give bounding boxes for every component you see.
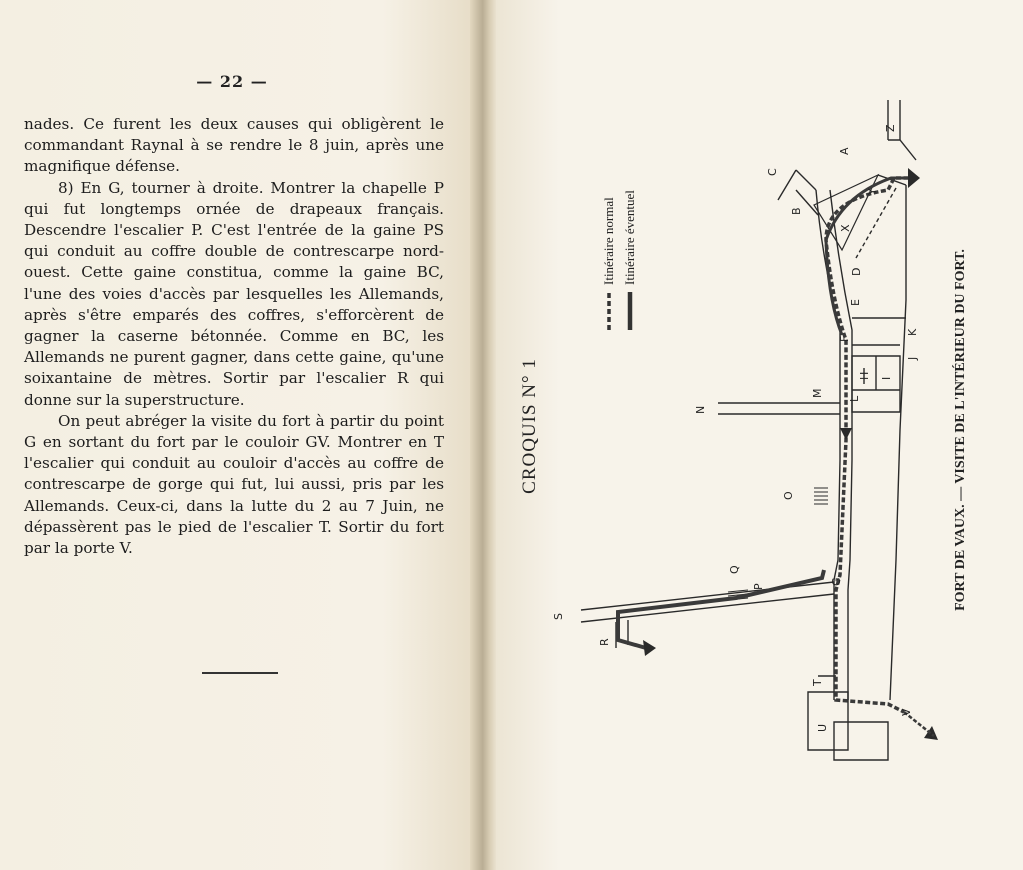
left-page bbox=[0, 0, 478, 870]
map-letter-a: A bbox=[838, 147, 851, 155]
map-letter-c: C bbox=[766, 168, 779, 176]
route-arrows bbox=[643, 168, 938, 740]
map-letter-g: G bbox=[830, 577, 843, 586]
legend bbox=[601, 190, 637, 330]
map-letter-s: S bbox=[552, 613, 565, 620]
map-letter-v: V bbox=[900, 708, 913, 716]
map-letter-p: P bbox=[752, 583, 765, 590]
arrow-exit-r bbox=[643, 640, 656, 656]
map-letter-f: F bbox=[838, 335, 851, 342]
map-letter-x: X bbox=[839, 224, 852, 232]
map-letter-j: J bbox=[906, 356, 919, 360]
map-letter-i: I bbox=[880, 376, 893, 380]
map-letter-y: Y bbox=[866, 188, 879, 195]
stair-marks bbox=[728, 488, 828, 600]
fort-vaux-sketch bbox=[496, 0, 1023, 870]
figure-caption: FORT DE VAUX. — VISITE DE L'INTÉRIEUR DU FORT. bbox=[953, 249, 968, 611]
map-letter-e: E bbox=[849, 299, 862, 306]
map-letter-k: K bbox=[906, 328, 919, 336]
map-letter-t: T bbox=[811, 679, 824, 686]
map-letter-u: U bbox=[816, 723, 829, 732]
legend-eventual-label: Itinéraire éventuel bbox=[622, 190, 637, 285]
map-letter-m: M bbox=[811, 388, 824, 398]
page-body-text bbox=[24, 114, 444, 559]
paragraph-2: 8) En G, tourner à droite. Montrer la chapelle P qui fut longtemps ornée de drapeaux français. Descendre l'escalier P. C'est l'entrée de la gaine PS qui conduit au coffre double de contrescarpe nord-ouest. Cette gaine constitua, comme la gaine BC, l'une des voies d'accès par lesquelles les Allemands, après s'être emparés des coffres, s'efforcèrent de gagner la caserne bétonnée. Comme en BC, les Allemands ne purent gagner, dans cette gaine, qu'une soixantaine de mètres. Sortir par l'escalier R qui donne sur la superstructure. bbox=[24, 178, 444, 409]
map-letter-b: B bbox=[790, 207, 803, 215]
paragraph-3: On peut abréger la visite du fort à partir du point G en sortant du fort par le couloir GV. Montrer en T l'escalier qui conduit au couloir d'accès au coffre de contrescarpe de gorge qui fut, lui aussi, pris par les Allemands. Ceux-ci, dans la lutte du 2 au 7 Juin, ne dépassèrent pas le pied de l'escalier T. Sortir du fort par la porte V. bbox=[24, 411, 444, 558]
croquis-title: CROQUIS N° 1 bbox=[519, 358, 540, 494]
map-letter-q: Q bbox=[728, 565, 741, 574]
map-letter-r: R bbox=[598, 638, 611, 646]
map-letter-z: Z bbox=[884, 124, 897, 132]
map-letter-l: L bbox=[848, 395, 861, 402]
map-letter-o: O bbox=[782, 491, 795, 500]
map-letter-n: N bbox=[694, 405, 707, 414]
map-letter-d: D bbox=[850, 267, 863, 276]
map-letter-h: H bbox=[858, 371, 871, 380]
section-divider bbox=[202, 672, 278, 674]
route-eventual bbox=[618, 570, 824, 648]
legend-normal-label: Itinéraire normal bbox=[601, 197, 616, 285]
paragraph-1: nades. Ce furent les deux causes qui obligèrent le commandant Raynal à se rendre le 8 juin, après une magnifique défense. bbox=[24, 115, 444, 176]
page-number: — 22 — bbox=[196, 72, 268, 91]
book-gutter bbox=[470, 0, 498, 870]
arrow-entry bbox=[908, 168, 920, 188]
arrow-corridor bbox=[840, 428, 852, 440]
